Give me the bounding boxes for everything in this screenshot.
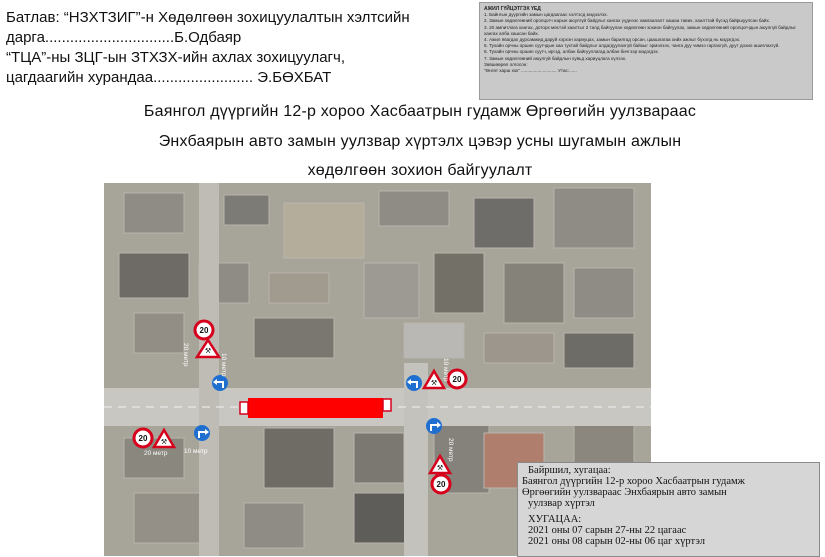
notice-item: 6. Тухайн орчны оршин суугч, иргэд, албан байгууллагад албан бичгээр мэдэгдэх.	[484, 49, 660, 55]
speed-limit-sign-icon	[134, 429, 152, 447]
duration-end: 2021 оны 08 сарын 02-ны 06 цаг хүртэл	[528, 536, 705, 547]
svg-text:⚒: ⚒	[430, 380, 438, 387]
turn-direction-sign-icon	[406, 375, 422, 391]
notice-item: 3. 20 ампитлага хангах, доторх мөстэй хаалтыг 2 талд байгуулан хөдөлгөөн зохион байгуулах, замын хөдөлгөөний оролцогчдын аюулгүй байдлыг хангах алба хашсан байх.	[484, 24, 797, 36]
notice-item: 4. Ажил явагдах дурсамжид даруй хэрхэн хариуцах, замын барилгад орсан, цаашлагаа хийх ажлыг бүхэлд нь мэдэгдэх.	[484, 37, 741, 43]
location-line-2: Өргөөгийн уулзвараас Энхбаярын авто замын	[522, 487, 727, 498]
work-zone	[240, 398, 391, 418]
duration-start: 2021 оны 07 сарын 27-ны 22 цагаас	[528, 525, 687, 536]
notice-item: 7. Замын хөдөлгөөний аюулгүй байдлын хувьд хариуцлага хүлээх.	[484, 55, 627, 61]
speed-limit-value: 20	[436, 480, 446, 489]
location-label: Байршил, хугацаа:	[528, 465, 611, 476]
turn-direction-sign-icon	[212, 375, 228, 391]
work-notice-box	[479, 2, 813, 100]
notice-footer-label: Зөвшөөрөл олгосон:	[484, 61, 528, 67]
approval-line-3: “ТЦА”-ны ЗЦГ-ын ЗТХЗХ-ийн ахлах зохицуулагч,	[6, 49, 346, 66]
notice-item: 5. Тухайн орчны оршин суугчдын хаа тухтай байдлыг алдагдуулахгүй байхыг эрмэлзэх, чанга дуу чимээ гаргахгүй, дуут дохио ашиглахгүй.	[484, 43, 780, 49]
speed-limit-sign-icon	[432, 475, 450, 493]
location-line-1: Баянгол дүүргийн 12-р хороо Хасбаатрын гудамж	[522, 476, 745, 487]
plan-title-line-3: хөдөлгөөн зохион байгуулалт	[307, 162, 533, 179]
approval-block	[6, 8, 476, 88]
work-zone-barrier	[248, 398, 383, 418]
approval-line-1: Батлав: “НЗХТЗИГ”-н Хөдөлгөөн зохицуулалтын хэлтсийн	[6, 9, 410, 26]
notice-item: 2. Замын хөдөлгөөний оролцогч нарын аюулгүй байдлыг хангах үүднээс хамгаалалт хашаа тавих, хаалттай бүсэд байршуулсан байх.	[484, 18, 771, 24]
distance-label: 20 метр	[144, 450, 168, 457]
speed-limit-sign-icon	[195, 321, 213, 339]
turn-direction-sign-icon	[426, 418, 442, 434]
speed-limit-sign-icon	[448, 370, 466, 388]
notice-item: 1. Байнгын дүүргийн замын цагдаагаас хэлтэсд мэдээлэх.	[484, 12, 608, 18]
notice-title: АЖИЛ ГҮЙЦЭТГЭХ ҮЕД	[484, 6, 541, 12]
distance-label: 10 метр	[442, 358, 449, 382]
turn-direction-sign-icon	[194, 425, 210, 441]
distance-label: 10 метр	[184, 448, 208, 455]
distance-label: 10 метр	[220, 353, 227, 377]
speed-limit-value: 20	[199, 326, 209, 335]
distance-label: 20 метр	[182, 343, 189, 367]
duration-label: ХУГАЦАА:	[528, 514, 582, 525]
plan-title-line-2: Энхбаярын авто замын уулзвар хүртэлх цэвэр усны шугамын ажлын	[158, 133, 682, 150]
svg-text:⚒: ⚒	[436, 465, 444, 472]
notice-footer-signature: “Өнгөт харш ххк” ............................ Утас:......	[484, 68, 577, 74]
speed-limit-value: 20	[452, 375, 462, 384]
speed-limit-value: 20	[138, 434, 148, 443]
svg-text:⚒: ⚒	[160, 439, 168, 446]
approval-line-2: дарга...............................Б.Одбаяр	[6, 29, 242, 46]
location-line-3: уулзвар хүртэл	[528, 498, 595, 509]
plan-title-line-1: Баянгол дүүргийн 12-р хороо Хасбаатрын гудамж Өргөөгийн уулзвараас	[143, 103, 697, 120]
svg-text:⚒: ⚒	[204, 348, 212, 355]
distance-label: 20 метр	[447, 438, 454, 462]
location-time-box	[517, 462, 820, 557]
approval-line-4: цагдаагийн хурандаа........................ Э.БӨХБАТ	[6, 69, 332, 86]
